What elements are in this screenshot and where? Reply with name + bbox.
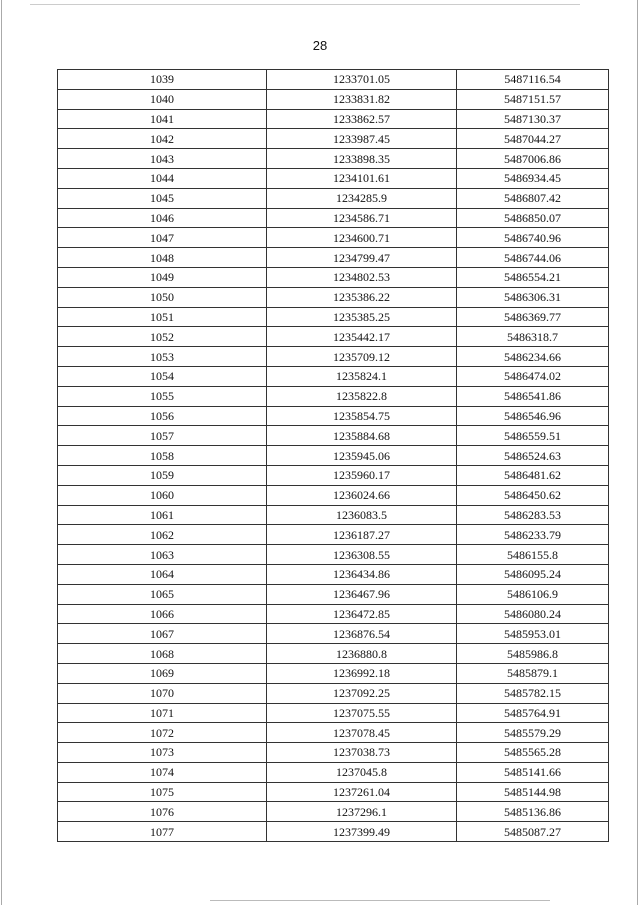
table-row: [58, 743, 609, 763]
point-number-cell: 1052: [58, 327, 267, 347]
y-coordinate-cell: 5486524.63: [457, 446, 609, 466]
x-coordinate-cell: 1233831.82: [267, 89, 457, 109]
x-coordinate-cell: 1237296.1: [267, 802, 457, 822]
table-row: [58, 228, 609, 248]
y-coordinate-cell: 5486546.96: [457, 406, 609, 426]
x-coordinate-cell: 1236992.18: [267, 663, 457, 683]
y-coordinate-cell: 5485141.66: [457, 762, 609, 782]
table-row: [58, 168, 609, 188]
x-coordinate-cell: 1235960.17: [267, 465, 457, 485]
table-row: [58, 129, 609, 149]
table-row: [58, 307, 609, 327]
x-coordinate-cell: 1235386.22: [267, 287, 457, 307]
y-coordinate-cell: 5485764.91: [457, 703, 609, 723]
x-coordinate-cell: 1236467.96: [267, 584, 457, 604]
y-coordinate-cell: 5486740.96: [457, 228, 609, 248]
x-coordinate-cell: 1235385.25: [267, 307, 457, 327]
table-row: [58, 723, 609, 743]
table-row: [58, 149, 609, 169]
x-coordinate-cell: 1237399.49: [267, 822, 457, 842]
y-coordinate-cell: 5485953.01: [457, 624, 609, 644]
table-row: [58, 564, 609, 584]
y-coordinate-cell: 5485782.15: [457, 683, 609, 703]
point-number-cell: 1072: [58, 723, 267, 743]
y-coordinate-cell: 5486481.62: [457, 465, 609, 485]
table-row: [58, 70, 609, 90]
x-coordinate-cell: 1233987.45: [267, 129, 457, 149]
y-coordinate-cell: 5486369.77: [457, 307, 609, 327]
point-number-cell: 1042: [58, 129, 267, 149]
table-row: [58, 624, 609, 644]
table-row: [58, 525, 609, 545]
x-coordinate-cell: 1235442.17: [267, 327, 457, 347]
x-coordinate-cell: 1234802.53: [267, 267, 457, 287]
x-coordinate-cell: 1234586.71: [267, 208, 457, 228]
x-coordinate-cell: 1234101.61: [267, 168, 457, 188]
point-number-cell: 1044: [58, 168, 267, 188]
table-row: [58, 644, 609, 664]
point-number-cell: 1074: [58, 762, 267, 782]
x-coordinate-cell: 1235709.12: [267, 347, 457, 367]
y-coordinate-cell: 5486559.51: [457, 426, 609, 446]
table-row: [58, 604, 609, 624]
x-coordinate-cell: 1235884.68: [267, 426, 457, 446]
table-row: [58, 208, 609, 228]
x-coordinate-cell: 1234285.9: [267, 188, 457, 208]
point-number-cell: 1059: [58, 465, 267, 485]
table-row: [58, 703, 609, 723]
y-coordinate-cell: 5486541.86: [457, 386, 609, 406]
point-number-cell: 1071: [58, 703, 267, 723]
y-coordinate-cell: 5485986.8: [457, 644, 609, 664]
table-row: [58, 802, 609, 822]
x-coordinate-cell: 1233898.35: [267, 149, 457, 169]
table-row: [58, 822, 609, 842]
point-number-cell: 1069: [58, 663, 267, 683]
coordinates-table-body: [58, 70, 609, 842]
y-coordinate-cell: 5486306.31: [457, 287, 609, 307]
point-number-cell: 1065: [58, 584, 267, 604]
table-row: [58, 663, 609, 683]
y-coordinate-cell: 5486234.66: [457, 347, 609, 367]
y-coordinate-cell: 5486850.07: [457, 208, 609, 228]
y-coordinate-cell: 5485087.27: [457, 822, 609, 842]
point-number-cell: 1076: [58, 802, 267, 822]
point-number-cell: 1051: [58, 307, 267, 327]
left-page-edge: [1, 0, 2, 905]
y-coordinate-cell: 5487130.37: [457, 109, 609, 129]
y-coordinate-cell: 5486095.24: [457, 564, 609, 584]
y-coordinate-cell: 5486283.53: [457, 505, 609, 525]
point-number-cell: 1062: [58, 525, 267, 545]
table-row: [58, 366, 609, 386]
point-number-cell: 1057: [58, 426, 267, 446]
point-number-cell: 1045: [58, 188, 267, 208]
x-coordinate-cell: 1236024.66: [267, 485, 457, 505]
table-row: [58, 446, 609, 466]
y-coordinate-cell: 5485879.1: [457, 663, 609, 683]
y-coordinate-cell: 5487044.27: [457, 129, 609, 149]
x-coordinate-cell: 1236308.55: [267, 545, 457, 565]
y-coordinate-cell: 5486080.24: [457, 604, 609, 624]
table-row: [58, 584, 609, 604]
y-coordinate-cell: 5486474.02: [457, 366, 609, 386]
x-coordinate-cell: 1234799.47: [267, 248, 457, 268]
point-number-cell: 1073: [58, 743, 267, 763]
point-number-cell: 1050: [58, 287, 267, 307]
point-number-cell: 1070: [58, 683, 267, 703]
y-coordinate-cell: 5487151.57: [457, 89, 609, 109]
x-coordinate-cell: 1237045.8: [267, 762, 457, 782]
table-row: [58, 762, 609, 782]
point-number-cell: 1067: [58, 624, 267, 644]
point-number-cell: 1046: [58, 208, 267, 228]
x-coordinate-cell: 1237261.04: [267, 782, 457, 802]
page-number: 28: [312, 38, 328, 53]
x-coordinate-cell: 1236880.8: [267, 644, 457, 664]
point-number-cell: 1055: [58, 386, 267, 406]
y-coordinate-cell: 5486106.9: [457, 584, 609, 604]
top-divider: [30, 4, 580, 5]
x-coordinate-cell: 1235854.75: [267, 406, 457, 426]
point-number-cell: 1063: [58, 545, 267, 565]
y-coordinate-cell: 5485565.28: [457, 743, 609, 763]
y-coordinate-cell: 5486554.21: [457, 267, 609, 287]
y-coordinate-cell: 5485579.29: [457, 723, 609, 743]
y-coordinate-cell: 5486934.45: [457, 168, 609, 188]
table-row: [58, 386, 609, 406]
x-coordinate-cell: 1234600.71: [267, 228, 457, 248]
x-coordinate-cell: 1235822.8: [267, 386, 457, 406]
table-row: [58, 248, 609, 268]
table-row: [58, 406, 609, 426]
point-number-cell: 1056: [58, 406, 267, 426]
table-row: [58, 683, 609, 703]
table-row: [58, 782, 609, 802]
x-coordinate-cell: 1233862.57: [267, 109, 457, 129]
table-row: [58, 327, 609, 347]
table-row: [58, 109, 609, 129]
table-row: [58, 485, 609, 505]
x-coordinate-cell: 1235824.1: [267, 366, 457, 386]
x-coordinate-cell: 1236187.27: [267, 525, 457, 545]
x-coordinate-cell: 1237092.25: [267, 683, 457, 703]
point-number-cell: 1039: [58, 70, 267, 90]
right-page-edge: [637, 0, 638, 905]
x-coordinate-cell: 1233701.05: [267, 70, 457, 90]
point-number-cell: 1077: [58, 822, 267, 842]
y-coordinate-cell: 5486807.42: [457, 188, 609, 208]
y-coordinate-cell: 5486450.62: [457, 485, 609, 505]
table-row: [58, 267, 609, 287]
table-row: [58, 347, 609, 367]
y-coordinate-cell: 5486318.7: [457, 327, 609, 347]
point-number-cell: 1054: [58, 366, 267, 386]
point-number-cell: 1040: [58, 89, 267, 109]
x-coordinate-cell: 1236876.54: [267, 624, 457, 644]
point-number-cell: 1058: [58, 446, 267, 466]
point-number-cell: 1048: [58, 248, 267, 268]
table-row: [58, 188, 609, 208]
point-number-cell: 1041: [58, 109, 267, 129]
x-coordinate-cell: 1237075.55: [267, 703, 457, 723]
point-number-cell: 1049: [58, 267, 267, 287]
point-number-cell: 1061: [58, 505, 267, 525]
bottom-divider: [210, 900, 550, 901]
y-coordinate-cell: 5485136.86: [457, 802, 609, 822]
x-coordinate-cell: 1236472.85: [267, 604, 457, 624]
coordinates-table: [57, 69, 609, 842]
y-coordinate-cell: 5486744.06: [457, 248, 609, 268]
x-coordinate-cell: 1237038.73: [267, 743, 457, 763]
point-number-cell: 1066: [58, 604, 267, 624]
x-coordinate-cell: 1235945.06: [267, 446, 457, 466]
table-row: [58, 465, 609, 485]
point-number-cell: 1075: [58, 782, 267, 802]
y-coordinate-cell: 5486155.8: [457, 545, 609, 565]
table-row: [58, 89, 609, 109]
point-number-cell: 1047: [58, 228, 267, 248]
point-number-cell: 1053: [58, 347, 267, 367]
point-number-cell: 1068: [58, 644, 267, 664]
x-coordinate-cell: 1236434.86: [267, 564, 457, 584]
point-number-cell: 1060: [58, 485, 267, 505]
y-coordinate-cell: 5485144.98: [457, 782, 609, 802]
x-coordinate-cell: 1236083.5: [267, 505, 457, 525]
point-number-cell: 1064: [58, 564, 267, 584]
table-row: [58, 287, 609, 307]
table-row: [58, 505, 609, 525]
y-coordinate-cell: 5487116.54: [457, 70, 609, 90]
x-coordinate-cell: 1237078.45: [267, 723, 457, 743]
point-number-cell: 1043: [58, 149, 267, 169]
y-coordinate-cell: 5487006.86: [457, 149, 609, 169]
y-coordinate-cell: 5486233.79: [457, 525, 609, 545]
table-row: [58, 545, 609, 565]
table-row: [58, 426, 609, 446]
